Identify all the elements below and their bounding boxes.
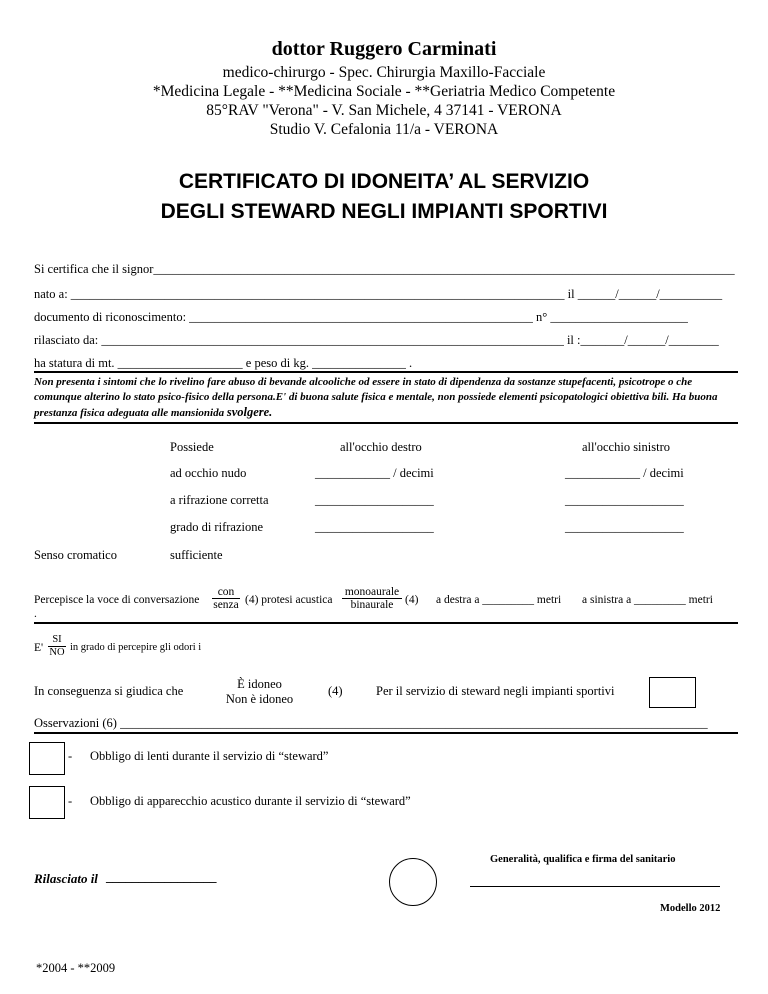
label-possiede: Possiede (170, 440, 214, 454)
footnote: *2004 - **2009 (36, 961, 116, 975)
field-nudo-destro[interactable]: ____________ / decimi (315, 466, 434, 480)
label-rilasciato-il: Rilasciato il (34, 871, 98, 886)
label-obbligo-acustico: Obbligo di apparecchio acustico durante il servizio di “steward” (90, 794, 411, 808)
dash-acustico: - (68, 794, 73, 808)
label-generalita: Generalità, qualifica e firma del sanitario (490, 854, 676, 865)
label-sufficiente: sufficiente (170, 548, 223, 562)
field-rilasciato-il[interactable]: _________________ (106, 869, 217, 884)
acustico-checkbox[interactable] (29, 786, 65, 819)
header-line-1: medico-chirurgo - Spec. Chirurgia Maxillo-Facciale (222, 64, 546, 81)
field-osservazioni[interactable]: Osservazioni (6) ______________________________________________________________________________________________ (34, 716, 708, 730)
divider-top (34, 371, 738, 373)
label-four-judgement: (4) (328, 684, 343, 698)
field-statura[interactable]: ha statura di mt. ____________________ e peso di kg. _______________ . (34, 356, 413, 370)
option-non-idoneo[interactable]: Non è idoneo (225, 692, 294, 706)
label-protesi: (4) protesi acustica (245, 594, 333, 606)
field-certifica[interactable]: Si certifica che il signor_____________________________________________________________________________________________ (34, 262, 735, 276)
option-binaurale[interactable]: binaurale (350, 599, 394, 611)
label-obbligo-lenti: Obbligo di lenti durante il servizio di “steward” (90, 749, 329, 763)
title-line-1: CERTIFICATO DI IDONEITA’ AL SERVIZIO (178, 170, 590, 193)
field-corretta-sinistro[interactable]: ___________________ (565, 493, 684, 507)
divider-hearing (34, 622, 738, 624)
field-grado-sinistro[interactable]: ___________________ (565, 520, 684, 534)
option-no[interactable]: NO (49, 647, 65, 658)
field-rilasciato[interactable]: rilasciato da: __________________________________________________________________________ il :_______/______/________ (34, 333, 719, 347)
header-line-2: *Medicina Legale - **Medicina Sociale - **Geriatria Medico Competente (152, 83, 616, 100)
field-corretta-destro[interactable]: ___________________ (315, 493, 434, 507)
field-destra-metri[interactable]: a destra a _________ metri (436, 594, 562, 606)
option-monoaurale[interactable]: monoaurale (342, 586, 402, 599)
header-line-4: Studio V. Cefalonia 11/a - VERONA (269, 121, 499, 138)
field-documento[interactable]: documento di riconoscimento: _______________________________________________________ n° ______________________ (34, 310, 688, 324)
title-line-2: DEGLI STEWARD NEGLI IMPIANTI SPORTIVI (160, 200, 608, 223)
aurale-fraction[interactable] (342, 586, 402, 611)
option-si[interactable]: SI (48, 634, 66, 647)
label-occhio-sinistro: all'occhio sinistro (582, 440, 671, 454)
header-line-3: 85°RAV "Verona" - V. San Michele, 4 37141 - VERONA (206, 102, 562, 119)
field-sinistra-metri[interactable]: a sinistra a _________ metri (582, 594, 713, 606)
label-conseguenza: In conseguenza si giudica che (34, 684, 184, 698)
divider-declaration (34, 422, 738, 424)
label-occhio-destro: all'occhio destro (340, 440, 422, 454)
label-senso-cromatico: Senso cromatico (34, 548, 117, 562)
dash-lenti: - (68, 749, 73, 763)
label-percepisce: Percepisce la voce di conversazione (34, 594, 200, 606)
label-grado-rifrazione: grado di rifrazione (170, 520, 264, 534)
label-e: E' (34, 642, 44, 654)
divider-osservazioni (34, 732, 738, 734)
signature-line[interactable] (470, 886, 720, 887)
con-senza-fraction[interactable] (212, 586, 240, 611)
label-servizio-steward: Per il servizio di steward negli impianti sportivi (376, 684, 615, 698)
label-occhio-nudo: ad occhio nudo (170, 466, 247, 480)
stray-dot: . (34, 608, 37, 620)
label-four-hearing: (4) (405, 594, 419, 606)
si-no-fraction[interactable] (48, 634, 66, 659)
servizio-checkbox[interactable] (649, 677, 696, 708)
field-nato[interactable]: nato a: _______________________________________________________________________________ il ______/______/__________ (34, 287, 723, 301)
label-rifrazione-corretta: a rifrazione corretta (170, 493, 269, 507)
field-grado-destro[interactable]: ___________________ (315, 520, 434, 534)
field-nudo-sinistro[interactable]: ____________ / decimi (565, 466, 684, 480)
label-odori: in grado di percepire gli odori i (70, 642, 202, 653)
doctor-name: dottor Ruggero Carminati (271, 38, 497, 60)
option-con[interactable]: con (212, 586, 240, 599)
option-idoneo[interactable]: È idoneo (237, 677, 282, 691)
declaration-text: Non presenta i sintomi che lo rivelino fare abuso di bevande alcooliche od essere in stato di dipendenza da sostanze stupefacenti, psicotrope o che comunque alterino lo stato psico-fisico della persona.E' di buona salute fisica e mentale, non possiede elementi psicopatologici obiettiva bili. Ha buona prestanza fisica adeguata alle mansionida svolgere. (34, 376, 718, 419)
stamp-circle (389, 858, 437, 906)
label-modello: Modello 2012 (660, 903, 721, 914)
option-senza[interactable]: senza (213, 599, 239, 611)
lenti-checkbox[interactable] (29, 742, 65, 775)
